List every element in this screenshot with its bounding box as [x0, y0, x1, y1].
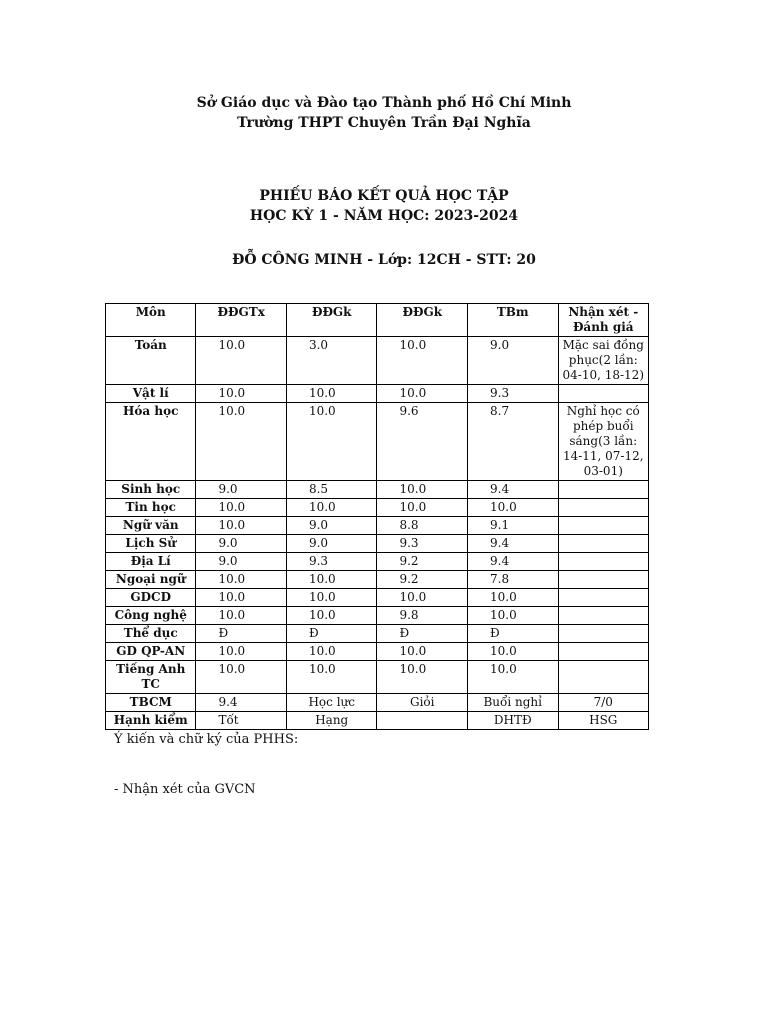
column-header: Nhận xét - Đánh giá — [558, 304, 648, 337]
score-cell: 10.0 — [196, 499, 287, 517]
score-cell: 9.0 — [286, 517, 377, 535]
score-cell: 9.1 — [468, 517, 559, 535]
score-cell: 9.2 — [377, 571, 468, 589]
grades-table — [105, 303, 649, 730]
subject-cell: Tin học — [106, 499, 196, 517]
score-cell: 10.0 — [196, 643, 287, 661]
table-row — [106, 607, 649, 625]
score-cell: 10.0 — [286, 403, 377, 481]
score-cell: 9.2 — [377, 553, 468, 571]
comment-cell — [558, 535, 648, 553]
table-row — [106, 517, 649, 535]
subject-cell: Lịch Sử — [106, 535, 196, 553]
score-cell — [377, 712, 468, 730]
comment-cell — [558, 385, 648, 403]
table-row — [106, 553, 649, 571]
table-row — [106, 712, 649, 730]
score-cell: 3.0 — [286, 337, 377, 385]
comment-cell — [558, 607, 648, 625]
score-cell: 10.0 — [286, 589, 377, 607]
subject-cell: Công nghệ — [106, 607, 196, 625]
score-cell: 10.0 — [468, 499, 559, 517]
table-row — [106, 385, 649, 403]
subject-cell: Ngoại ngữ — [106, 571, 196, 589]
score-cell: 9.3 — [468, 385, 559, 403]
comment-cell — [558, 661, 648, 694]
score-cell: 10.0 — [377, 385, 468, 403]
comment-cell: HSG — [558, 712, 648, 730]
subject-cell: GDCD — [106, 589, 196, 607]
score-cell: Tốt — [196, 712, 287, 730]
score-cell: 10.0 — [377, 481, 468, 499]
subject-cell: Hạnh kiểm — [106, 712, 196, 730]
score-cell: 10.0 — [196, 661, 287, 694]
score-cell: 10.0 — [377, 589, 468, 607]
score-cell: 8.5 — [286, 481, 377, 499]
column-header: ĐĐGk — [377, 304, 468, 337]
score-cell: 10.0 — [196, 517, 287, 535]
score-cell: 9.0 — [468, 337, 559, 385]
column-header: ĐĐGTx — [196, 304, 287, 337]
subject-cell: Tiếng Anh TC — [106, 661, 196, 694]
score-cell: 10.0 — [468, 589, 559, 607]
comment-cell: Nghỉ học có phép buổi sáng(3 lần: 14-11, 07-12, 03-01) — [558, 403, 648, 481]
comment-cell — [558, 625, 648, 643]
score-cell: Đ — [196, 625, 287, 643]
score-cell: Đ — [377, 625, 468, 643]
score-cell: 10.0 — [196, 337, 287, 385]
school-name: Trường THPT Chuyên Trần Đại Nghĩa — [237, 115, 531, 131]
score-cell: Học lực — [286, 694, 377, 712]
score-cell: 9.3 — [286, 553, 377, 571]
score-cell: 9.4 — [468, 553, 559, 571]
subject-cell: Vật lí — [106, 385, 196, 403]
department-name: Sở Giáo dục và Đào tạo Thành phố Hồ Chí Minh — [196, 95, 572, 111]
table-row — [106, 403, 649, 481]
score-cell: 8.7 — [468, 403, 559, 481]
subject-cell: Địa Lí — [106, 553, 196, 571]
score-cell: 10.0 — [286, 499, 377, 517]
term-label: HỌC KỲ 1 - NĂM HỌC: 2023-2024 — [249, 208, 519, 224]
score-cell: 9.4 — [468, 481, 559, 499]
score-cell: 10.0 — [468, 607, 559, 625]
table-body — [106, 337, 649, 730]
score-cell: Giỏi — [377, 694, 468, 712]
score-cell: 10.0 — [286, 661, 377, 694]
table-row — [106, 661, 649, 694]
score-cell: 10.0 — [377, 643, 468, 661]
column-header: ĐĐGk — [286, 304, 377, 337]
comment-cell — [558, 571, 648, 589]
column-header: TBm — [468, 304, 559, 337]
subject-cell: Toán — [106, 337, 196, 385]
score-cell: 10.0 — [196, 571, 287, 589]
score-cell: 10.0 — [196, 385, 287, 403]
score-cell: 10.0 — [286, 643, 377, 661]
table-row — [106, 481, 649, 499]
report-title-block — [0, 186, 768, 226]
score-cell: 9.0 — [286, 535, 377, 553]
score-cell: 10.0 — [377, 337, 468, 385]
score-cell: 9.4 — [468, 535, 559, 553]
table-row — [106, 694, 649, 712]
comment-cell: 7/0 — [558, 694, 648, 712]
score-cell: 10.0 — [196, 607, 287, 625]
report-title: PHIẾU BÁO KẾT QUẢ HỌC TẬP — [259, 188, 509, 204]
table-row — [106, 337, 649, 385]
comment-cell — [558, 553, 648, 571]
score-cell: 9.0 — [196, 553, 287, 571]
table-header-row — [106, 304, 649, 337]
score-cell: 9.6 — [377, 403, 468, 481]
table-row — [106, 589, 649, 607]
subject-cell: Thể dục — [106, 625, 196, 643]
teacher-comment-label: - Nhận xét của GVCN — [114, 782, 256, 797]
comment-cell: Mặc sai đồng phục(2 lần: 04-10, 18-12) — [558, 337, 648, 385]
score-cell: 9.0 — [196, 535, 287, 553]
school-header — [0, 93, 768, 133]
score-cell: 9.4 — [196, 694, 287, 712]
score-cell: 10.0 — [377, 661, 468, 694]
subject-cell: Ngữ văn — [106, 517, 196, 535]
table-row — [106, 535, 649, 553]
table-row — [106, 499, 649, 517]
score-cell: DHTĐ — [468, 712, 559, 730]
subject-cell: Sinh học — [106, 481, 196, 499]
score-cell: Buổi nghỉ — [468, 694, 559, 712]
subject-cell: Hóa học — [106, 403, 196, 481]
score-cell: 9.3 — [377, 535, 468, 553]
score-cell: Đ — [286, 625, 377, 643]
table-row — [106, 643, 649, 661]
score-cell: 10.0 — [468, 643, 559, 661]
score-cell: 10.0 — [377, 499, 468, 517]
score-cell: 10.0 — [286, 385, 377, 403]
comment-cell — [558, 517, 648, 535]
score-cell: 8.8 — [377, 517, 468, 535]
score-cell: 9.0 — [196, 481, 287, 499]
column-header: Môn — [106, 304, 196, 337]
parent-comment-label: Ý kiến và chữ ký của PHHS: — [114, 732, 299, 747]
score-cell: Đ — [468, 625, 559, 643]
subject-cell: GD QP-AN — [106, 643, 196, 661]
subject-cell: TBCM — [106, 694, 196, 712]
score-cell: 10.0 — [196, 403, 287, 481]
score-cell: 9.8 — [377, 607, 468, 625]
comment-cell — [558, 499, 648, 517]
score-cell: Hạng — [286, 712, 377, 730]
score-cell: 10.0 — [468, 661, 559, 694]
comment-cell — [558, 481, 648, 499]
score-cell: 10.0 — [286, 571, 377, 589]
table-row — [106, 571, 649, 589]
score-cell: 7.8 — [468, 571, 559, 589]
comment-cell — [558, 589, 648, 607]
score-cell: 10.0 — [196, 589, 287, 607]
student-info: ĐỖ CÔNG MINH - Lớp: 12CH - STT: 20 — [232, 252, 536, 268]
score-cell: 10.0 — [286, 607, 377, 625]
comment-cell — [558, 643, 648, 661]
table-row — [106, 625, 649, 643]
